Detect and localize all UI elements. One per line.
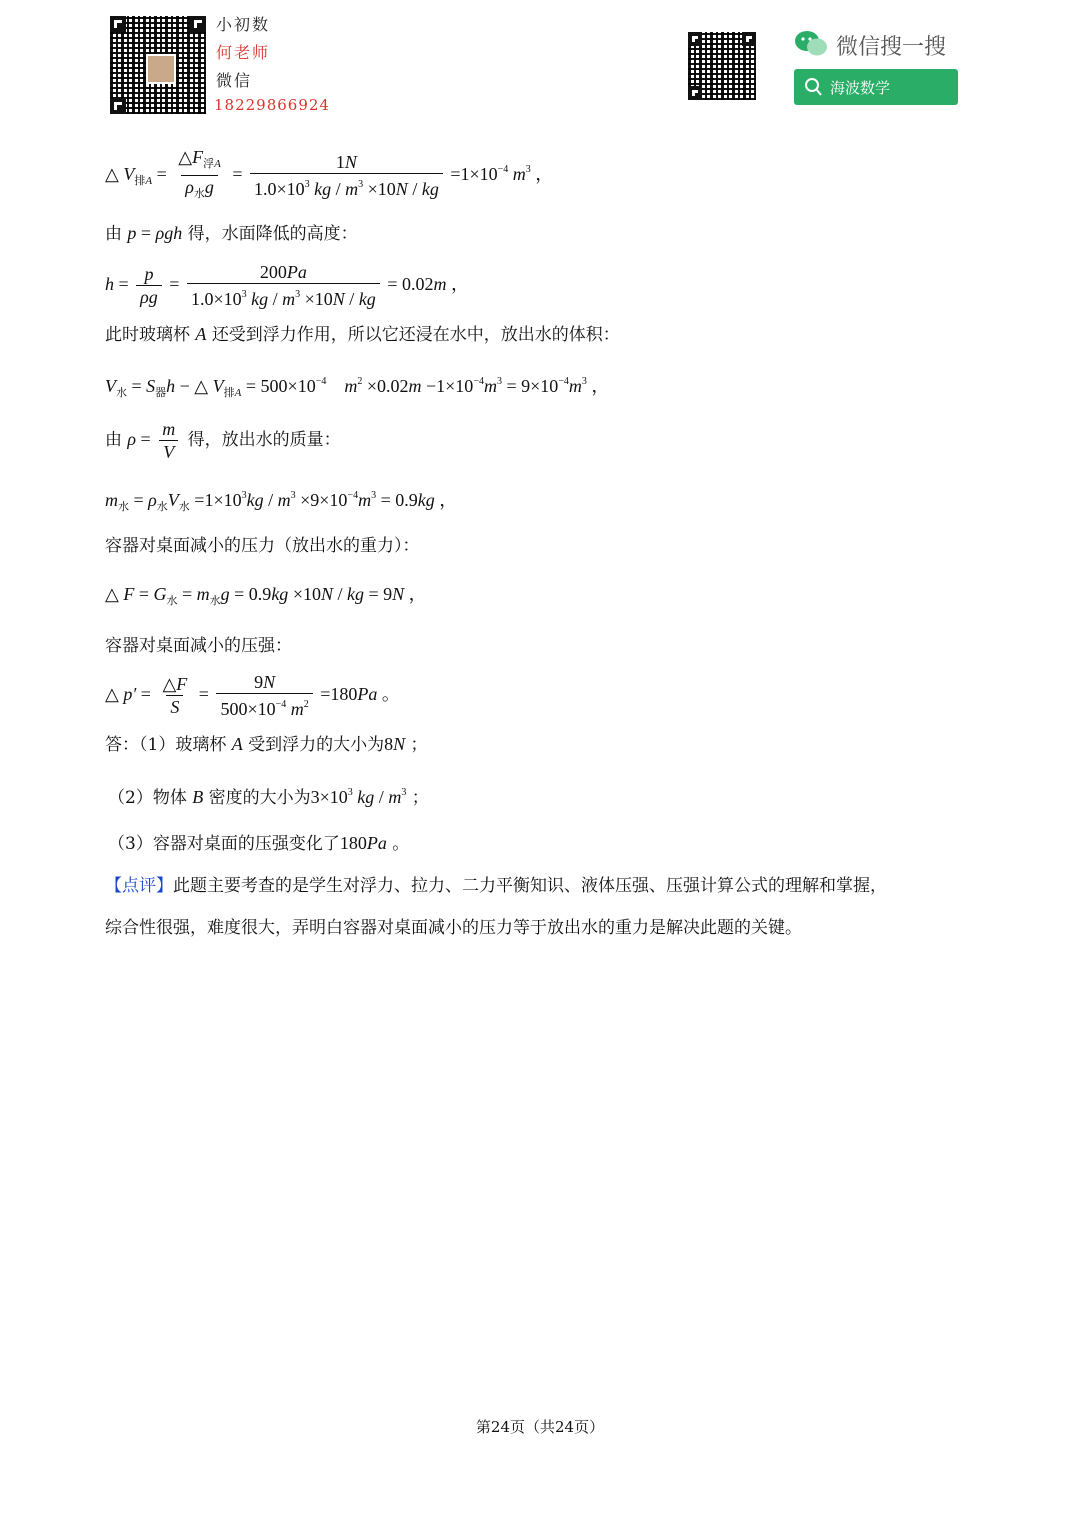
wechat-logo-icon bbox=[794, 30, 828, 58]
qr-code-right bbox=[688, 32, 756, 100]
text-pressure-force-reduction: 容器对桌面减小的压力（放出水的重力）： bbox=[105, 536, 420, 556]
text-pressure-reduction: 容器对桌面减小的压强： bbox=[105, 636, 292, 656]
search-button-label: 海波数学 bbox=[830, 79, 891, 97]
avatar bbox=[146, 54, 176, 84]
equation-water-mass: $m_水 = \rho_水V_水 =1\times 10^3kg / m^3 \times 9\times 10^{-4}m^3 = 0.9kg$ ， bbox=[105, 490, 458, 513]
text-water-level-intro: 由 p = ρgh 得，水面降低的高度： bbox=[105, 223, 358, 244]
qr-code-left bbox=[110, 16, 206, 114]
answer-2: （2）物体 B 密度的大小为$3\times 10^3$ kg / $m^3$ ； bbox=[108, 787, 429, 808]
equation-delta-v-displaced: △ $V_{排A}$ = $\frac{\triangle F_{浮A}}{\rho_水g}$ = $\frac{1N}{1.0\times 10^3 kg / m^3 \times 10N / kg}$ $=1\times 10^{-4}$ $m^3$ ， bbox=[105, 144, 553, 196]
page-footer: 第24页（共24页） bbox=[475, 1418, 605, 1436]
equation-delta-force: △ $F = G_水 = m_水g = 0.9kg \times 10N$ / kg = 9N ， bbox=[105, 584, 427, 607]
answer-1: 答：（1）玻璃杯 A 受到浮力的大小为8N ； bbox=[105, 734, 428, 755]
equation-height: h = $\frac{p}{\rho g}$ = $\frac{200Pa}{1.0\times 10^3 kg / m^3 \times 10N / kg}$ = 0.02m ， bbox=[105, 262, 469, 310]
search-icon bbox=[804, 77, 822, 101]
header-label-3: 微信 bbox=[216, 71, 253, 90]
text-mass-intro: 由 ρ = $\frac{m}{V}$ 得，放出水的质量： bbox=[105, 419, 341, 463]
comment-line-2: 综合性很强，难度很大，弄明白容器对桌面减小的压力等于放出水的重力是解决此题的关键。 bbox=[105, 918, 802, 938]
wechat-search-title: 微信搜一搜 bbox=[836, 35, 947, 60]
header-label-1: 小初数 bbox=[216, 15, 271, 34]
text-cup-still-floating: 此时玻璃杯 A 还受到浮力作用，所以它还浸在水中，放出水的体积： bbox=[105, 324, 620, 345]
wechat-search-button[interactable] bbox=[794, 69, 958, 105]
header-label-2: 何老师 bbox=[216, 43, 271, 62]
header-phone: 18229866924 bbox=[214, 96, 330, 114]
equation-water-volume: $V_水 = S_器h$ − △ $V_{排A} = 500\times 10^{-4}$ $m^2 \times 0.02m -1\times 10^{-4}m^3 = 9\times 10^{-4}m^3$ ， bbox=[105, 376, 610, 399]
comment-tag: 【点评】 bbox=[105, 876, 173, 896]
equation-delta-pressure: △ p′ = $\frac{\triangle F}{S}$ = $\frac{9N}{500\times 10^{-4} m^2}$ =180Pa 。 bbox=[105, 672, 400, 720]
comment-line-1: 【点评】此题主要考查的是学生对浮力、拉力、二力平衡知识、液体压强、压强计算公式的理解和掌握， bbox=[105, 876, 887, 896]
answer-3: （3）容器对桌面的压强变化了180Pa 。 bbox=[108, 833, 410, 854]
